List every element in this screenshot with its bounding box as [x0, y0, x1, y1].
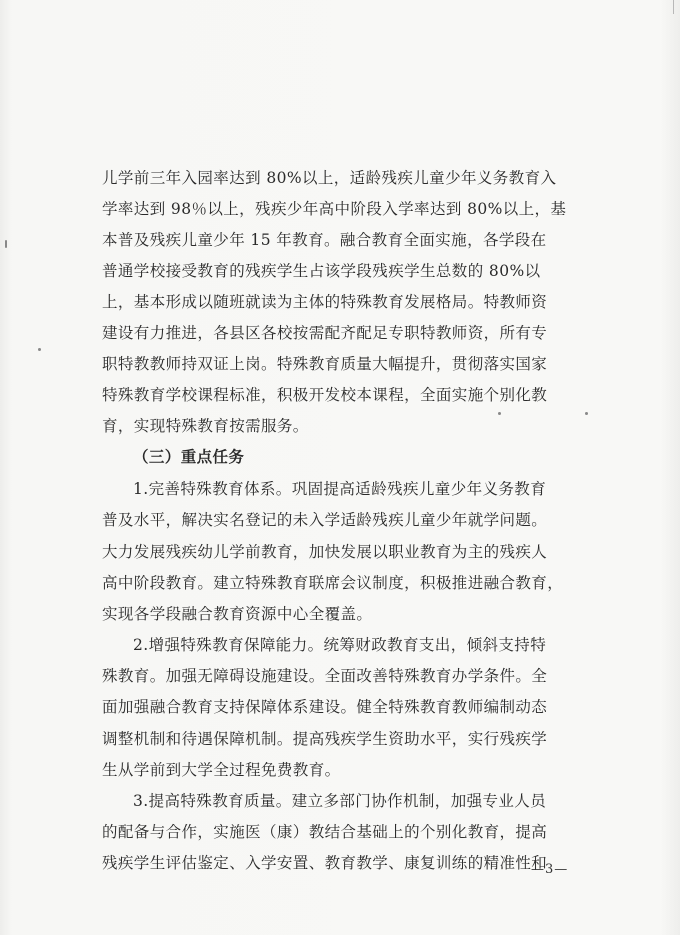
text-line: 儿学前三年入园率达到 80%以上，适龄残疾儿童少年义务教育入 [102, 169, 557, 187]
text-line: 面加强融合教育支持保障体系建设。健全特殊教育教师编制动态 [102, 698, 548, 716]
item-heading-line: 2.增强特殊教育保障能力。统筹财政教育支出，倾斜支持特 [133, 636, 547, 654]
text-line: 调整机制和待遇保障机制。提高残疾学生资助水平，实行残疾学 [102, 730, 548, 748]
text-line: 大力发展残疾幼儿学前教育，加快发展以职业教育为主的残疾人 [102, 543, 548, 561]
text-line: 实现各学段融合教育资源中心全覆盖。 [102, 605, 373, 623]
scan-edge-mark [661, 0, 674, 14]
text-line: 的配备与合作，实施医（康）教结合基础上的个别化教育，提高 [102, 823, 548, 841]
item-heading-line: 3.提高特殊教育质量。建立多部门协作机制，加强专业人员 [133, 792, 547, 810]
item-heading-line: 1.完善特殊教育体系。巩固提高适龄残疾儿童少年义务教育 [133, 480, 547, 498]
text-line: 学率达到 98％以上，残疾少年高中阶段入学率达到 80%以上，基 [102, 200, 567, 218]
page-number: —3— [531, 862, 569, 877]
scan-speck [498, 412, 501, 415]
text-line: 本普及残疾儿童少年 15 年教育。融合教育全面实施，各学段在 [102, 231, 547, 249]
text-line: 育，实现特殊教育按需服务。 [102, 417, 309, 435]
text-line: 职特教教师持双证上岗。特殊教育质量大幅提升，贯彻落实国家 [102, 355, 548, 373]
section-heading: （三）重点任务 [133, 448, 245, 466]
scan-speck [585, 412, 588, 415]
text-line: 高中阶段教育。建立特殊教育联席会议制度，积极推进融合教育， [102, 574, 564, 592]
text-line: 残疾学生评估鉴定、入学安置、教育教学、康复训练的精准性和 [102, 854, 548, 872]
text-line: 建设有力推进，各县区各校按需配齐配足专职特教师资，所有专 [102, 324, 548, 342]
text-line: 特殊教育学校课程标准，积极开发校本课程，全面实施个别化教 [102, 386, 548, 404]
text-line: 普通学校接受教育的残疾学生占该学段残疾学生总数的 80%以 [102, 262, 541, 280]
text-line: 生从学前到大学全过程免费教育。 [102, 761, 341, 779]
scan-speck [5, 240, 7, 248]
text-line: 殊教育。加强无障碍设施建设。全面改善特殊教育办学条件。全 [102, 667, 548, 685]
text-line: 普及水平，解决实名登记的未入学适龄残疾儿童少年就学问题。 [102, 511, 548, 529]
scan-speck [38, 348, 41, 351]
text-line: 上，基本形成以随班就读为主体的特殊教育发展格局。特教师资 [102, 293, 548, 311]
